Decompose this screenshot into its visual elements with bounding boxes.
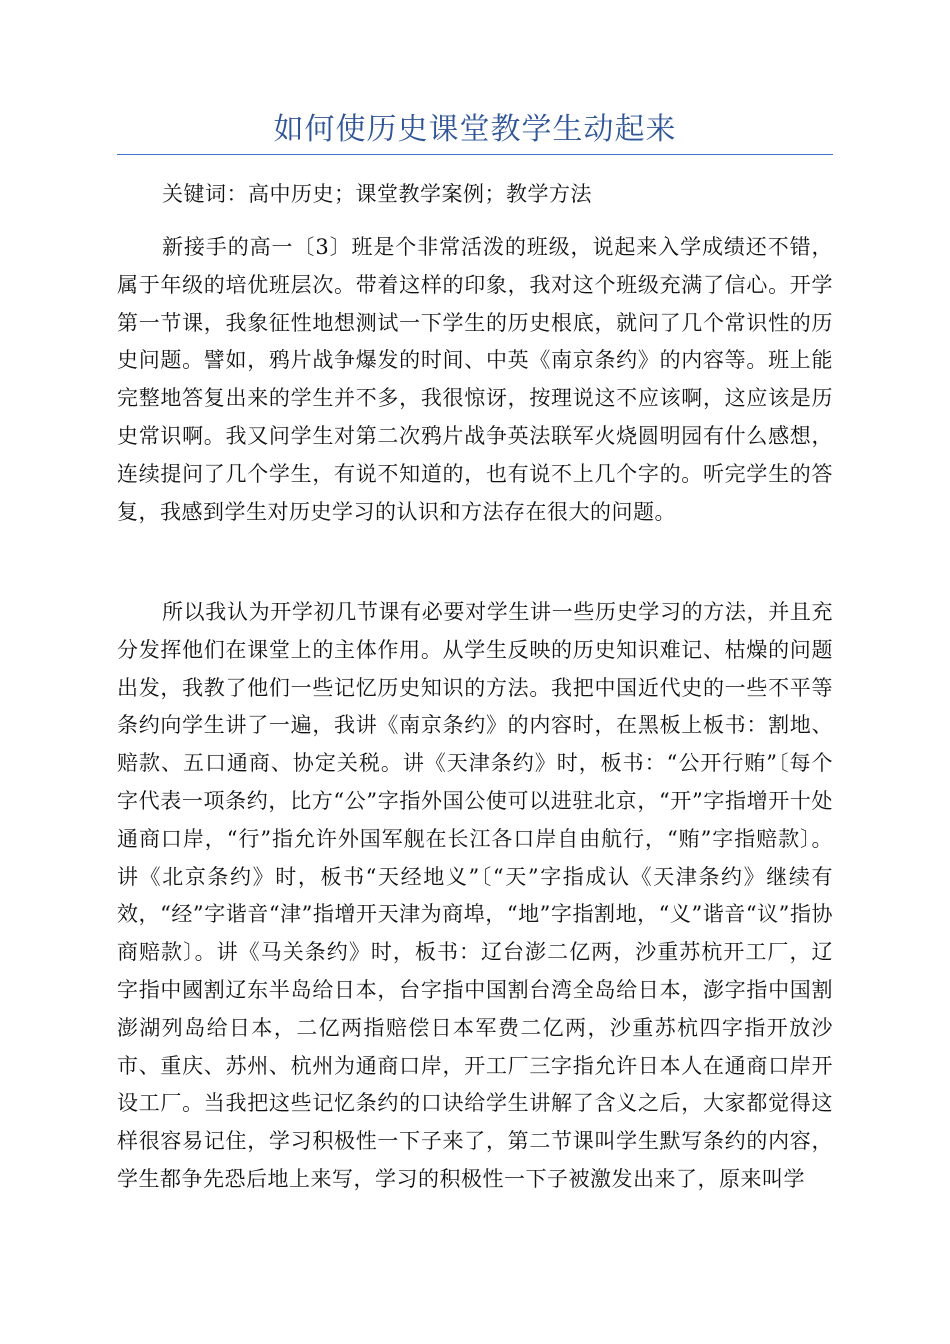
paragraph-2: 所以我认为开学初几节课有必要对学生讲一些历史学习的方法，并且充分发挥他们在课堂上的主体作用。从学生反映的历史知识难记、枯燥的问题出发，我教了他们一些记忆历史知识的方法。我把中国近代史的一些不平等条约向学生讲了一遍，我讲《南京条约》的内容时，在黑板上板书：割地、赔款、五口通商、协定关税。讲《天津条约》时，板书：“公开行贿”〔每个字代表一项条约，比方“公”字指外国公使可以进驻北京，“开”字指增开十处通商口岸，“行”指允许外国军舰在长江各口岸自由航行，“贿”字指赔款〕。讲《北京条约》时，板书“天经地义”〔“天”字指成认《天津条约》继续有效，“经”字谐音“津”指增开天津为商埠，“地”字指割地，“义”谐音“议”指协商赔款〕。讲《马关条约》时，板书：辽台澎二亿两，沙重苏杭开工厂，辽字指中國割辽东半岛给日本，台字指中国割台湾全岛给日本，澎字指中国割澎湖列岛给日本，二亿两指赔偿日本军费二亿两，沙重苏杭四字指开放沙市、重庆、苏州、杭州为通商口岸，开工厂三字指允许日本人在通商口岸开设工厂。当我把这些记忆条约的口诀给学生讲解了含义之后，大家都觉得这样很容易记住，学习积极性一下子来了，第二节课叫学生默写条约的内容，学生都争先恐后地上来写，学习的积极性一下子被激发出来了，原来叫学 (117, 600, 833, 1191)
paragraph-1: 新接手的高一〔3〕班是个非常活泼的班级，说起来入学成绩还不错，属于年级的培优班层次。带着这样的印象，我对这个班级充满了信心。开学第一节课，我象征性地想测试一下学生的历史根底，就问了几个常识性的历史问题。譬如，鸦片战争爆发的时间、中英《南京条约》的内容等。班上能完整地答复出来的学生并不多，我很惊讶，按理说这不应该啊，这应该是历史常识啊。我又问学生对第二次鸦片战争英法联军火烧圆明园有什么感想，连续提问了几个学生，有说不知道的，也有说不上几个字的。听完学生的答复，我感到学生对历史学习的认识和方法存在很大的问题。 (117, 235, 833, 524)
document-title: 如何使历史课堂教学生动起来 (273, 112, 677, 147)
keywords-line: 关键词：高中历史；课堂教学案例；教学方法 (162, 182, 592, 206)
title-underline (117, 154, 833, 155)
